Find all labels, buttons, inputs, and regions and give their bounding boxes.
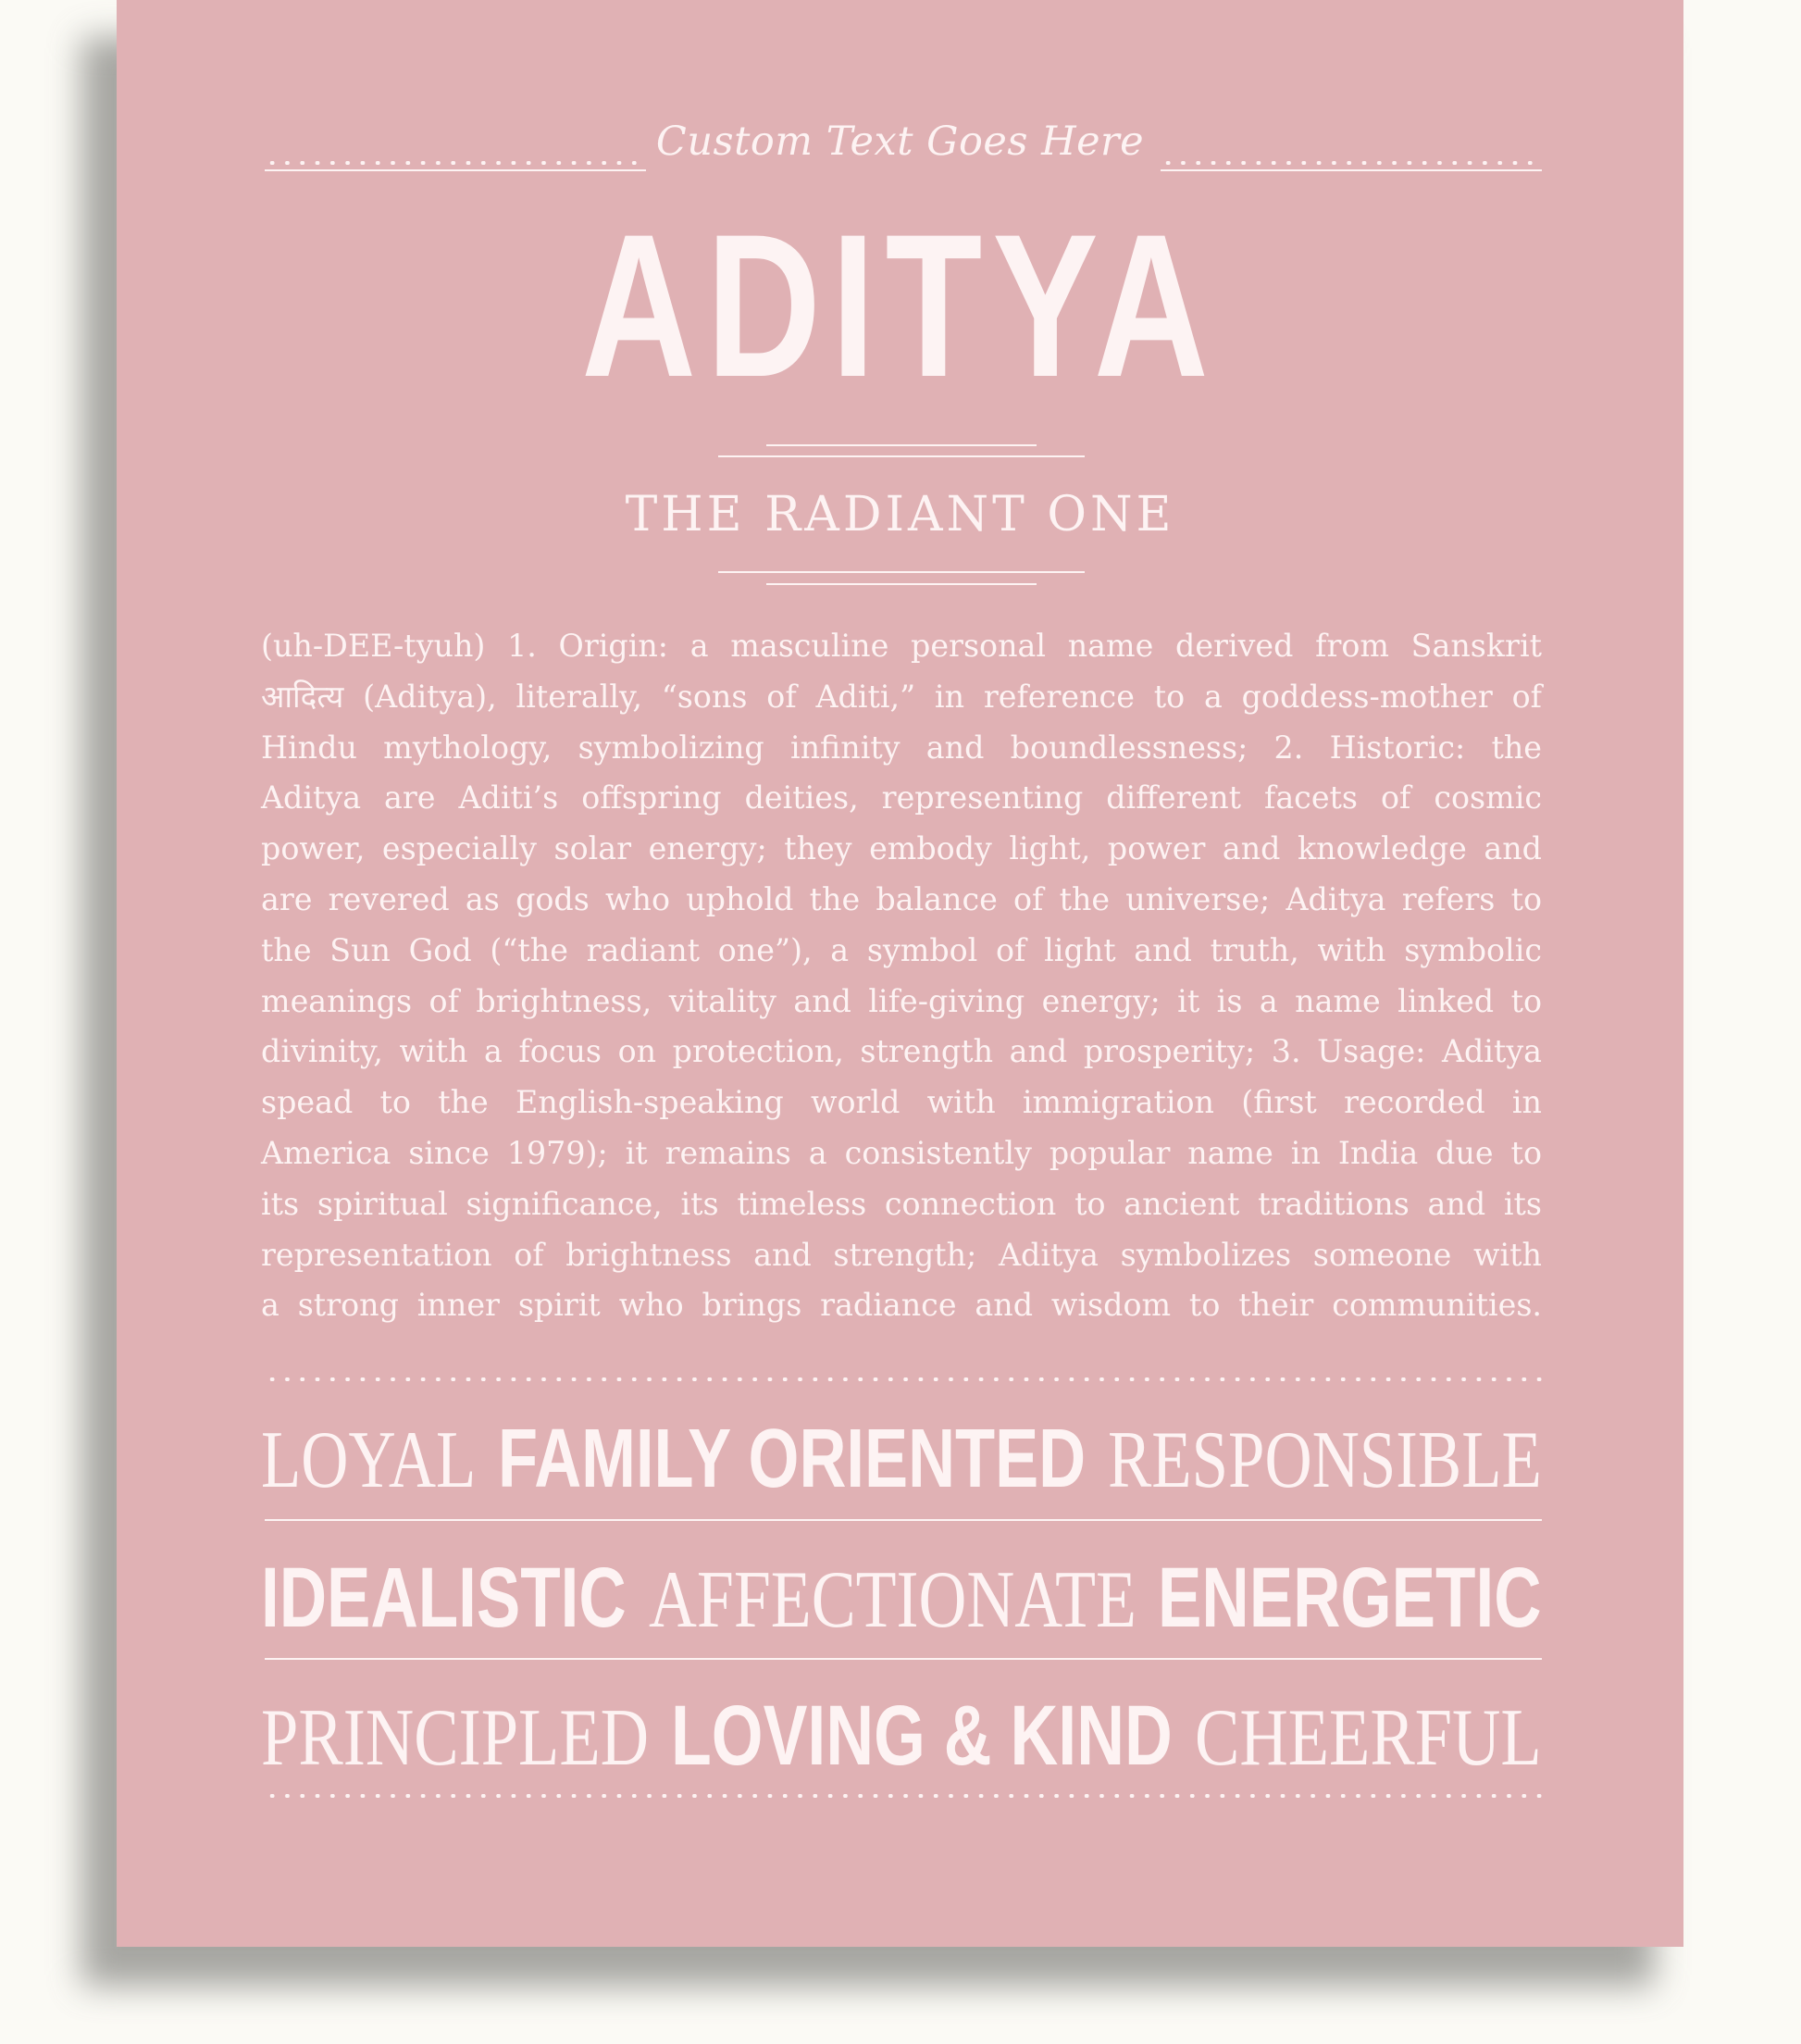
name-definition bbox=[261, 621, 1542, 1331]
definition-line: आदित्य (Aditya), literally, “sons of Aditi,” in reference to a goddess-mother of bbox=[261, 678, 1542, 715]
traits-divider-1 bbox=[265, 1519, 1542, 1521]
definition-line: are revered as gods who uphold the balance of the universe; Aditya refers to bbox=[261, 880, 1542, 917]
trait: IDEALISTIC bbox=[261, 1551, 627, 1645]
definition-line: meanings of brightness, vitality and life-giving energy; it is a name linked to bbox=[261, 982, 1542, 1019]
top-right-rule bbox=[1161, 169, 1542, 171]
trait: LOYAL bbox=[261, 1415, 477, 1505]
traits-row-2 bbox=[261, 1550, 1542, 1647]
definition-line: Hindu mythology, symbolizing infinity and boundlessness; 2. Historic: the bbox=[261, 729, 1542, 766]
traits-bottom-dotted-divider bbox=[265, 1794, 1542, 1798]
trait: LOVING & KIND bbox=[671, 1689, 1174, 1783]
definition-line: a strong inner spirit who brings radiance and wisdom to their communities. bbox=[261, 1287, 1542, 1324]
meaning-underline-short bbox=[766, 583, 1037, 585]
definition-line: spead to the English-speaking world with immigration (first recorded in bbox=[261, 1084, 1542, 1121]
name-meaning: THE RADIANT ONE bbox=[625, 487, 1175, 542]
traits-row-3 bbox=[261, 1688, 1542, 1785]
traits-row-1 bbox=[261, 1412, 1542, 1507]
definition-line: divinity, with a focus on protection, strength and prosperity; 3. Usage: Aditya bbox=[261, 1033, 1542, 1070]
trait: AFFECTIONATE bbox=[648, 1555, 1136, 1645]
definition-line: Aditya are Aditi’s offspring deities, representing different facets of cosmic bbox=[261, 779, 1542, 816]
definition-line: America since 1979); it remains a consistently popular name in India due to bbox=[261, 1134, 1542, 1171]
name-underline-short bbox=[766, 444, 1037, 446]
name-heading: ADITYA bbox=[581, 192, 1219, 419]
custom-text: Custom Text Goes Here bbox=[655, 118, 1145, 165]
trait: PRINCIPLED bbox=[261, 1693, 650, 1783]
name-poster bbox=[117, 0, 1683, 1947]
definition-line: the Sun God (“the radiant one”), a symbol of light and truth, with symbolic bbox=[261, 931, 1542, 968]
meaning-underline-long bbox=[718, 571, 1085, 573]
name-underline-long bbox=[718, 455, 1085, 457]
trait: ENERGETIC bbox=[1158, 1551, 1542, 1645]
top-left-rule bbox=[265, 169, 646, 171]
traits-top-dotted-divider bbox=[265, 1377, 1542, 1381]
trait: CHEERFUL bbox=[1195, 1693, 1542, 1783]
trait: FAMILY ORIENTED bbox=[498, 1413, 1087, 1505]
definition-line: (uh-DEE-tyuh) 1. Origin: a masculine personal name derived from Sanskrit bbox=[261, 628, 1542, 664]
definition-line: representation of brightness and strength; Aditya symbolizes someone with bbox=[261, 1236, 1542, 1273]
definition-line: power, especially solar energy; they embody light, power and knowledge and bbox=[261, 830, 1542, 867]
trait: RESPONSIBLE bbox=[1108, 1415, 1542, 1505]
traits-divider-2 bbox=[265, 1658, 1542, 1660]
definition-line: its spiritual significance, its timeless connection to ancient traditions and its bbox=[261, 1185, 1542, 1222]
